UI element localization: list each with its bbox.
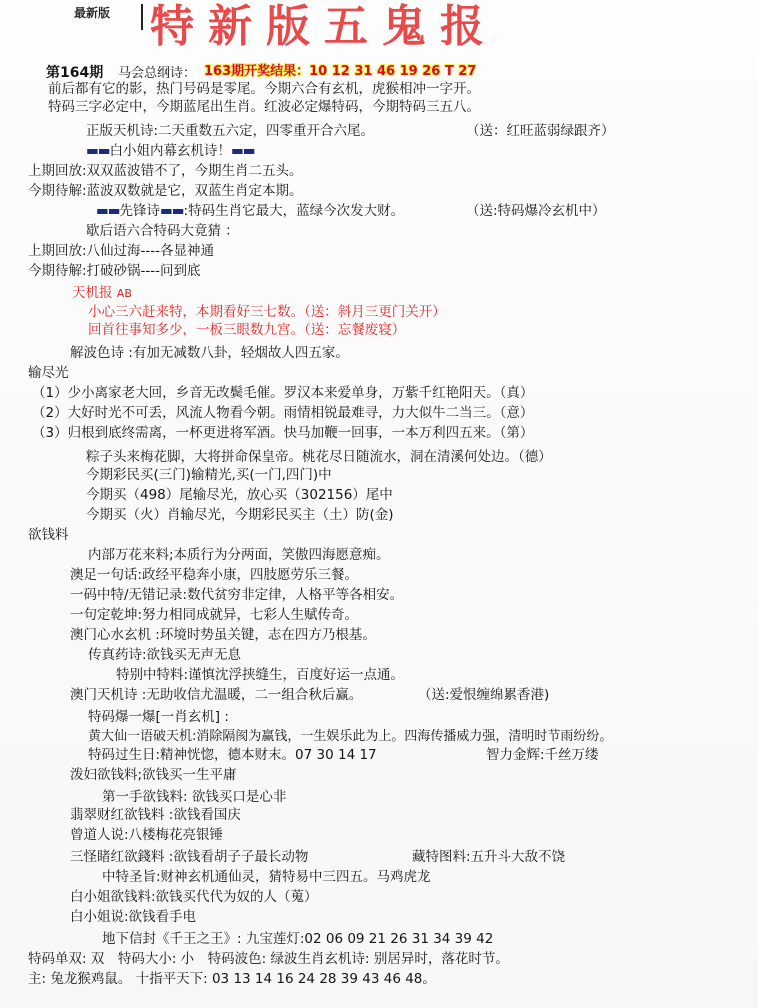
item-tianji: 澳门天机诗 :无助收信尤温暖，二一组合秋后赢。 [70, 687, 363, 703]
item-pofu: 泼妇欲钱料;欲钱买一生平庸 [70, 767, 237, 783]
tianjibao-title: 天机报 AB [72, 285, 132, 301]
xianfeng-poem: ▬▬先锋诗▬▬:特码生肖它最大，蓝绿今次发大财。 [96, 203, 405, 219]
tianjibao-line-2: 回首往事知多少，一板三眼数九宫。（送：忘餐废寝） [88, 322, 406, 338]
issue-number: 第164期 [46, 65, 104, 81]
shujin-extra-2: 今期彩民买(三门)输精光,买(一门,四门)中 [86, 467, 332, 483]
item-danshuang: 特码单双: 双 特码大小: 小 特码波色: 绿波生肖玄机诗: 别居异时，落花时节。 [28, 951, 509, 967]
item-zhu: 主: 兔龙猴鸡鼠。 十指平天下: 03 13 14 16 24 28 39 43 46 48。 [28, 971, 436, 987]
item-diyishou: 第一手欲钱料: 欲钱买口是心非 [102, 789, 287, 805]
bai-xiaojie-heading: ▬▬白小姐内幕玄机诗！▬▬ [86, 143, 255, 159]
yuqian-title: 欲钱料 [28, 527, 69, 543]
item-shengri: 特码过生日:精神恍惚，德本财末。07 30 14 17 [88, 747, 377, 763]
item-neibu: 内部万花来料;本质行为分两面，笑傲四海愿意痴。 [88, 547, 390, 563]
forecast-2: 今期待解:打破砂锅----问到底 [28, 263, 201, 279]
latest-label: 最新版 [74, 6, 111, 20]
poem-label: 马会总纲诗： [118, 66, 197, 81]
item-baoyibao: 特码爆一爆[一肖玄机] : [88, 709, 229, 725]
shujin-extra-1: 粽子头来梅花脚，大将拼命保皇帝。桃花尽日随流水，洞在清溪何处边。（德） [86, 449, 552, 465]
item-qiankun: 一句定乾坤:努力相同成就异，七彩人生赋传奇。 [70, 607, 359, 623]
item-zhili: 智力金辉:千丝万缕 [486, 747, 599, 763]
item-aozu: 澳足一句话:政经平稳奔小康，四肢愿劳乐三餐。 [70, 567, 359, 583]
item-baixiaojie-1: 白小姐欲钱料:欲钱买代代为奴的人（蒐） [70, 889, 318, 905]
heading-mark-left: ▬▬ [86, 143, 110, 159]
xiehouyu-title: 歇后语六合特码大竟猜 ： [86, 223, 239, 239]
item-shengzhi: 中特圣旨:财神玄机通仙灵，猜特易中三四五。马鸡虎龙 [102, 869, 431, 885]
shujin-extra-3: 今期买（498）尾输尽光，放心买（302156）尾中 [86, 487, 393, 503]
item-tianji-gift: （送:爱恨缠绵累香港) [418, 687, 550, 703]
jiebo-poem: 解波色诗 :有加无减数八卦，轻烟故人四五家。 [70, 345, 349, 361]
item-yima: 一码中特/无错记录:数代贫穷非定律，人格平等各相安。 [70, 587, 404, 603]
shujin-item-3: （3）归根到底终需离，一杯更进将军酒。快马加鞭一回事，一本万利四五来。（第） [32, 425, 534, 441]
item-xinfeng: 地下信封《千王之王》: 九宝莲灯:02 06 09 21 26 31 34 39 42 [102, 931, 494, 947]
item-feicui: 翡翠财红欲钱料 :欲钱看国庆 [70, 807, 241, 823]
review-1: 上期回放:双双蓝波错不了，今期生肖二五头。 [28, 163, 303, 179]
shujin-item-2: （2）大好时光不可丢，风流人物看今朝。雨情相锐最难寻，力大似牛二当三。（意） [32, 405, 534, 421]
forecast-1: 今期待解:蓝波双数就是它，双蓝生肖定本期。 [28, 183, 303, 199]
item-baixiaojie-2: 白小姐说:欲钱看手电 [70, 909, 197, 925]
item-sanguai: 三怪睹红欲錢料 :欲钱看胡子子最长动物 [70, 849, 309, 865]
item-zengdaoren: 曾道人说:八楼梅花亮银锤 [70, 827, 224, 843]
heading-mark-right: ▬▬ [231, 143, 255, 159]
poem-line-1: 前后都有它的影，热门号码是零尾。今期六合有玄机，虎猴相冲一字开。 [48, 81, 480, 97]
item-tebie: 特别中特料:谨慎沈浮挟缝生，百度好运一点通。 [116, 667, 405, 683]
shujin-item-1: （1）少小离家老大回，乡音无改鬓毛催。罗汉本来爱单身，万紫千红艳阳天。（真） [32, 385, 534, 401]
item-chuanzhen: 传真药诗:欲钱买无声无息 [88, 647, 242, 663]
poem-line-2: 特码三字必定中，今期蓝尾出生肖。红波必定爆特码，今期特码三五八。 [48, 99, 480, 115]
page-title: 特新版五鬼报 [150, 1, 498, 52]
item-cangte: 藏特图料:五升斗大敌不饶 [412, 849, 566, 865]
review-2: 上期回放:八仙过海----各显神通 [28, 243, 215, 259]
draw-result: 163期开奖结果：10 12 31 46 19 26 T 27 [204, 64, 477, 79]
shujin-title: 输尽光 [28, 365, 69, 381]
shujin-extra-4: 今期买（火）肖输尽光，今期彩民买主（土）防(金) [86, 507, 394, 523]
tianjibao-line-1: 小心三六赶来特，本期看好三七数。（送：斜月三更门关开） [88, 304, 446, 320]
zhengban-gift: （送：红旺蓝弱绿跟齐） [466, 123, 615, 139]
item-xinshui: 澳门心水玄机 :环境时势虽关键，志在四方乃根基。 [70, 627, 376, 643]
xianfeng-gift: （送:特码爆冷玄机中） [466, 203, 606, 219]
header-separator [141, 4, 143, 30]
zhengban-poem: 正版天机诗:二天重数五六定，四零重开合六尾。 [86, 123, 375, 139]
item-huangdaxian: 黄大仙一语破天机:消除隔阂为赢钱，一生娱乐此为上。四海传播威力强，清明时节雨纷纷。 [88, 729, 613, 744]
